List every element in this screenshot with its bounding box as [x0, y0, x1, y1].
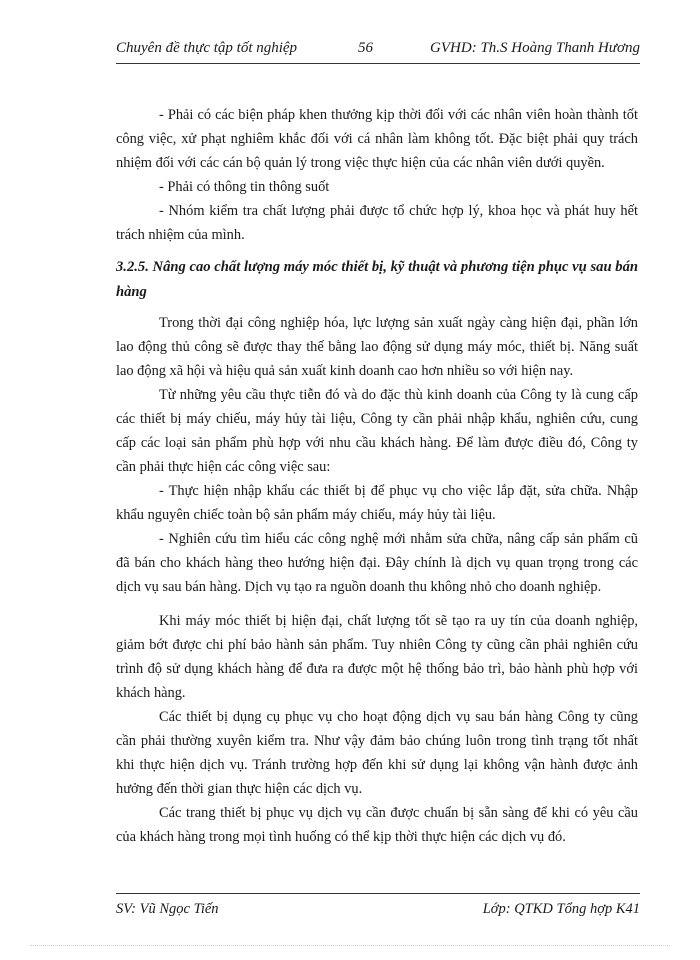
- paragraph-research-technology: - Nghiên cứu tìm hiểu các công nghệ mới nhằm sửa chữa, nâng cấp sản phẩm cũ đã bán cho khách hàng theo hướng hiện đại. Đây chính là dịch vụ quan trọng trong các dịch vụ sau bán hàng. Dịch vụ tạo ra nguồn doanh thu không nhỏ cho doanh nghiệp.: [116, 531, 638, 595]
- header-page-number: 56: [358, 40, 373, 56]
- header-report-title: Chuyên đề thực tập tốt nghiệp: [116, 40, 298, 56]
- page-header: [116, 40, 640, 62]
- footer-class: Lớp: QTKD Tổng hợp K41: [482, 901, 640, 917]
- paragraph-quality-team: - Nhóm kiểm tra chất lượng phải được tổ chức hợp lý, khoa học và phát huy hết trách nhiệm của mình.: [116, 203, 638, 243]
- paragraph-reward-discipline: - Phải có các biện pháp khen thưởng kịp thời đối với các nhân viên hoàn thành tốt công việc, xử phạt nghiêm khắc đối với cá nhân làm không tốt. Đặc biệt phải quy trách nhiệm đối với các cán bộ quản lý trong việc thực hiện của các nhân viên dưới quyền.: [116, 107, 638, 171]
- page-footer: [116, 901, 640, 923]
- header-supervisor: GVHD: Th.S Hoàng Thanh Hương: [430, 40, 640, 56]
- document-body: [116, 103, 638, 849]
- paragraph-information-flow: - Phải có thông tin thông suốt: [159, 179, 330, 195]
- paragraph-import-equipment: - Thực hiện nhập khẩu các thiết bị để phục vụ cho việc lắp đặt, sửa chữa. Nhập khẩu nguyên chiếc toàn bộ sản phẩm máy chiếu, máy hủy tài liệu.: [116, 483, 638, 523]
- page-edge-divider: [30, 945, 670, 946]
- header-divider: [116, 63, 640, 64]
- paragraph-industrialization: Trong thời đại công nghiệp hóa, lực lượng sản xuất ngày càng hiện đại, phần lớn lao động thủ công sẽ được thay thế bằng lao động sử dụng máy móc, thiết bị. Năng suất lao động xã hội và hiệu quả sản xuất kinh doanh cao hơn nhiều so với hiện nay.: [116, 315, 638, 379]
- paragraph-company-requirements: Từ những yêu cầu thực tiễn đó và do đặc thù kinh doanh của Công ty là cung cấp các thiết bị máy chiếu, máy hủy tài liệu, Công ty cần phải nhập khẩu, nghiên cứu, cung cấp các loại sản phẩm phù hợp với nhu cầu khách hàng. Để làm được điều đó, Công ty cần phải thực hiện các công việc sau:: [116, 387, 638, 475]
- paragraph-equipment-inspection: Các thiết bị dụng cụ phục vụ cho hoạt động dịch vụ sau bán hàng Công ty cũng cần phải thường xuyên kiểm tra. Như vậy đảm bảo chúng luôn trong tình trạng tốt nhất khi thực hiện dịch vụ. Tránh trường hợp đến khi sử dụng lại không vận hành được ảnh hưởng đến thời gian thực hiện các dịch vụ.: [116, 709, 638, 797]
- section-heading: 3.2.5. Nâng cao chất lượng máy móc thiết bị, kỹ thuật và phương tiện phục vụ sau bán hàng: [116, 259, 638, 300]
- paragraph-equipment-readiness: Các trang thiết bị phục vụ dịch vụ cần được chuẩn bị sẵn sàng để khi có yêu cầu của khách hàng trong mọi tình huống có thể kịp thời thực hiện các dịch vụ đó.: [116, 805, 638, 845]
- paragraph-modern-equipment: Khi máy móc thiết bị hiện đại, chất lượng tốt sẽ tạo ra uy tín của doanh nghiệp, giảm bớt được chi phí bảo hành sản phẩm. Tuy nhiên Công ty cũng cần phải nghiên cứu trình độ sử dụng khách hàng để đưa ra được một hệ thống bảo trì, bảo hành phù hợp với khách hàng.: [116, 613, 638, 701]
- footer-divider: [116, 893, 640, 894]
- footer-student: SV: Vũ Ngọc Tiến: [116, 901, 219, 917]
